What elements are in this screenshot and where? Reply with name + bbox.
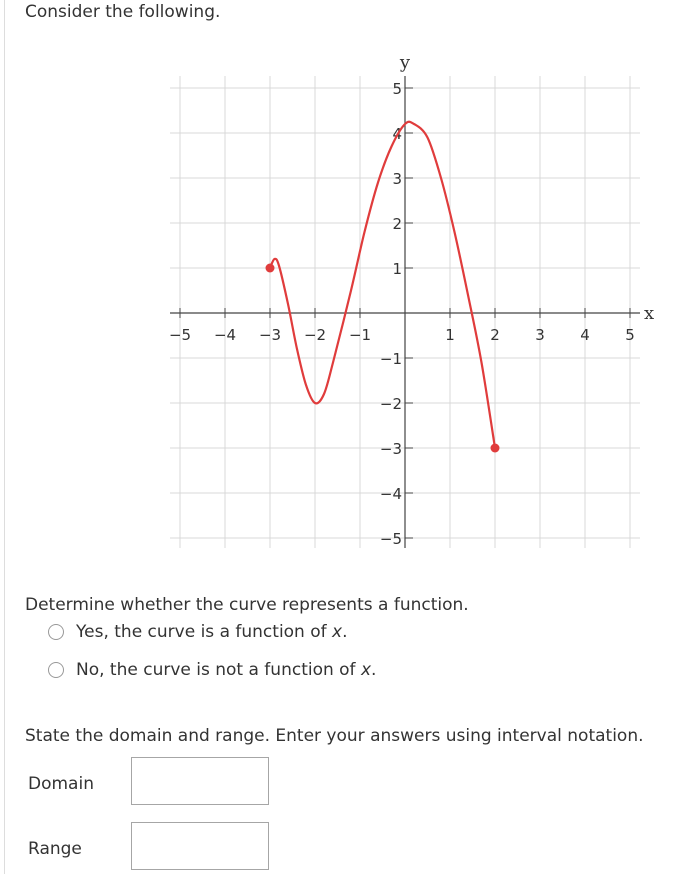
y-axis-label: y	[399, 52, 411, 73]
option-yes[interactable]	[48, 622, 348, 642]
curve-endpoint	[266, 264, 275, 273]
y-tick-label: 3	[392, 170, 402, 188]
axes	[170, 76, 640, 548]
x-tick-label: 2	[490, 326, 500, 344]
range-label: Range	[28, 839, 82, 859]
x-tick-label: −5	[168, 326, 192, 344]
option-no-label: No, the curve is not a function of x.	[76, 660, 377, 680]
x-tick-label: 5	[625, 326, 635, 344]
intro-text: Consider the following.	[25, 2, 221, 22]
x-tick-label: 3	[535, 326, 545, 344]
x-tick-label: 4	[580, 326, 590, 344]
domain-label: Domain	[28, 774, 94, 794]
function-question: Determine whether the curve represents a function.	[25, 595, 469, 615]
graph-canvas	[160, 40, 660, 560]
y-tick-label: −3	[379, 440, 402, 458]
y-tick-label: 4	[392, 125, 402, 143]
range-input[interactable]	[131, 822, 269, 870]
x-tick-label: −1	[348, 326, 372, 344]
x-axis-label: x	[644, 303, 655, 324]
y-tick-label: −1	[379, 350, 402, 368]
option-yes-label: Yes, the curve is a function of x.	[76, 622, 348, 642]
radio-no[interactable]	[48, 662, 64, 678]
domain-range-question: State the domain and range. Enter your answers using interval notation.	[25, 726, 644, 746]
y-tick-label: 2	[392, 215, 402, 233]
left-border	[4, 0, 5, 874]
y-tick-label: −2	[379, 395, 402, 413]
option-no[interactable]	[48, 660, 376, 680]
domain-input[interactable]	[131, 757, 269, 805]
y-tick-label: 5	[392, 80, 402, 98]
function-graph	[160, 40, 660, 560]
curve-endpoint	[491, 444, 500, 453]
tick-labels	[169, 52, 654, 548]
y-tick-label: −4	[379, 485, 402, 503]
x-tick-label: −4	[213, 326, 237, 344]
x-tick-label: −2	[303, 326, 327, 344]
y-tick-label: −5	[379, 530, 402, 548]
radio-yes[interactable]	[48, 624, 64, 640]
y-tick-label: 1	[392, 260, 402, 278]
x-tick-label: 1	[445, 326, 455, 344]
x-tick-label: −3	[258, 326, 282, 344]
